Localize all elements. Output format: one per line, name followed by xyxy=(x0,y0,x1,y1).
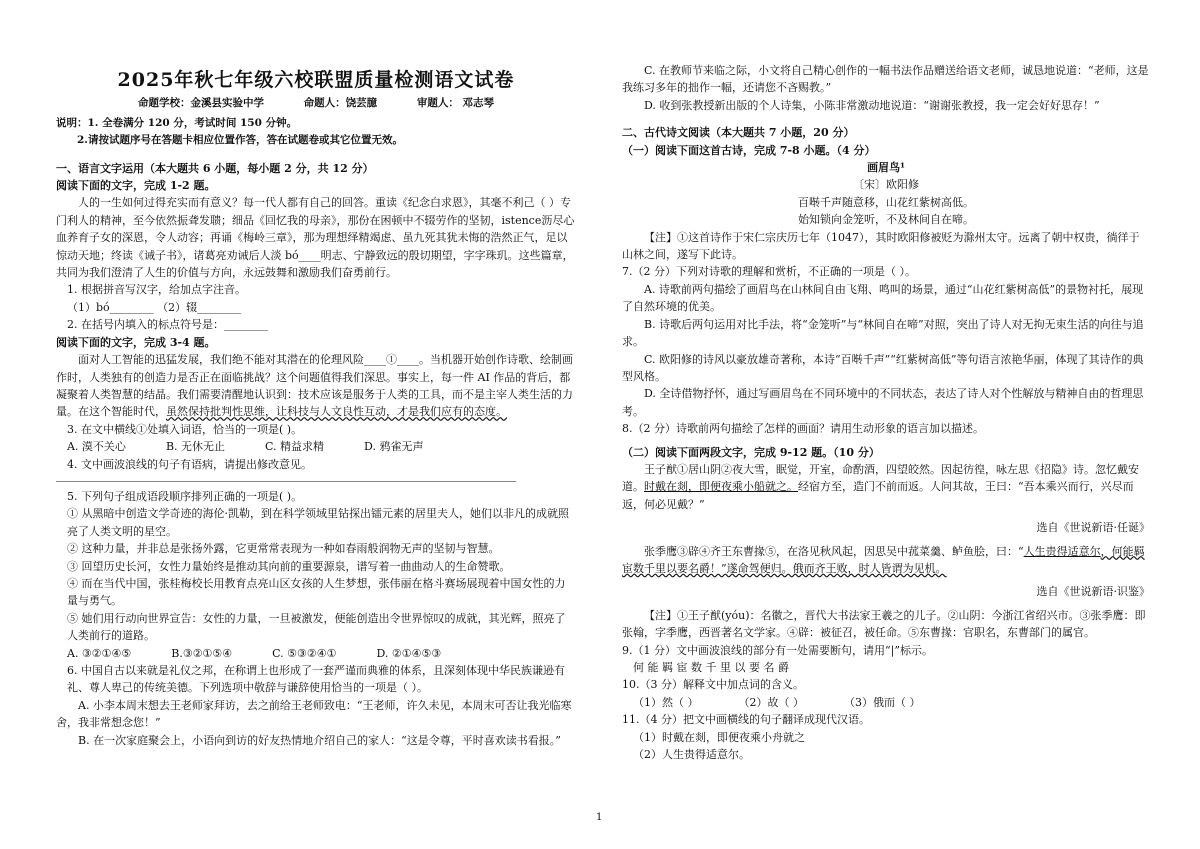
section-heading: 一、语言文字运用（本大题共 6 小题，每小题 2 分，共 12 分） xyxy=(56,161,374,175)
reviewer-label: 审题人： 邓志琴 xyxy=(416,97,494,110)
read-instruction: 阅读下面的文字，完成 3-4 题。 xyxy=(56,335,216,349)
option: A. 漠不关心 xyxy=(67,440,126,454)
text-segment: 张季鹰③辟④齐王东曹掾⑤，在洛见秋风起，因思吴中菰菜羹、鲈鱼脍，曰：“ xyxy=(644,544,1024,558)
poem-title: 画眉鸟¹ xyxy=(867,161,905,175)
answer-line xyxy=(56,481,516,482)
options-row xyxy=(56,438,576,455)
question: 8.（2 分）诗歌前两句描绘了怎样的画面？请用生动形象的语言加以描述。 xyxy=(622,422,984,436)
classical-text xyxy=(622,543,1150,578)
option: D. 收到张教授新出版的个人诗集，小陈非常激动地说道：“谢谢张教授，我一定会好好思存！” xyxy=(644,98,1100,112)
instruction-1: 说明：1. 全卷满分 120 分，考试时间 150 分钟。 xyxy=(56,116,298,129)
exam-title: 2025年秋七年级六校联盟质量检测语文试卷 xyxy=(117,69,515,91)
classical-text xyxy=(622,461,1150,513)
option: B.③②①⑤④ xyxy=(171,646,233,660)
option: D. ②①④⑤③ xyxy=(376,646,442,660)
question: 9.（1 分）文中画波浪线的部分有一处需要断句，请用“|”标示。 xyxy=(622,643,933,657)
punctuation-text: 何 能 羁 宦 数 千 里 以 要 名 爵 xyxy=(633,661,789,674)
passage-text: 面对人工智能的迅猛发展，我们绝不能对其潜在的伦理风险____①____。当机器开始创作诗歌、绘制画作时，人类独有的创造力是否正在面临挑战？这个问题值得我们深思。事实上，每一件 AI 作品的背后，都凝聚着人类智慧的结晶。我们需要清醒地认识到：技术应该是服务于人类的工具，而不是主宰人类生活的力量。在这个智能时代， xyxy=(56,353,573,419)
underlined-sentence: 人生贵得适意尔 xyxy=(1023,544,1101,558)
source-label: 选自《世说新语·任诞》 xyxy=(1036,521,1150,535)
wavy-sentence: ，何能羁宦数千里以要名爵！”遂命驾便归。俄而齐王败，时人皆谓为见机。 xyxy=(622,544,1145,575)
option: B. 无休无止 xyxy=(165,440,226,454)
poem-author: 〔宋〕欧阳修 xyxy=(853,178,919,192)
question: 6. 中国自古以来就是礼仪之邦，在称谓上也形成了一套严谨而典雅的体系，且深刻体现中华民族谦逊有礼、尊人卑己的传统美德。下列选项中敬辞与谦辞使用恰当的一项是（ ）。 xyxy=(67,664,565,695)
option: C. 精益求精 xyxy=(265,440,325,454)
sentence-item: ① 从黑暗中创造文学奇迹的海伦·凯勒，到在科学领域里钻探出镭元素的居里夫人，她们以非凡的成就照亮了人类文明的星空。 xyxy=(67,507,569,538)
sentence-item: ② 这种力量，并非总是张扬外露，它更常常表现为一种如春雨般润物无声的坚韧与智慧。 xyxy=(67,542,500,556)
option: A. 诗歌前两句描绘了画眉鸟在山林间自由飞翔、鸣叫的场景，通过“山花红紫树高低”的景物衬托，展现了自然环境的优美。 xyxy=(622,282,1144,314)
sub-heading: （一）阅读下面这首古诗，完成 7-8 小题。（4 分） xyxy=(622,143,876,157)
passage: 人的一生如何过得充实而有意义？每一代人都有自己的回答。重读《纪念白求恩》，其毫不利己（ ）专门利人的精神，至今依然振聋发聩；细品《回忆我的母亲》，那份在困顿中不辍劳作的坚韧，istence沥尽心血养育子女的深恩，令人动容；再诵《梅岭三章》，那为理想绎精竭虑、虽九死其犹未悔的浩然正气，足以惊动天地；终读《诫子书》，诸葛亮劝诫后人淡 bó____明志、宁静致远的殷切期望，字字珠玑。这些篇章，共同为我们澄清了人生的价值与方向，永远鼓舞和激励我们奋勇前行。 xyxy=(56,196,575,280)
sentence-item: ⑤ 她们用行动向世界宣告：女性的力量，一旦被激发，便能创造出令世界惊叹的成就，其光辉，照亮了人类前行的道路。 xyxy=(67,611,566,643)
option: D. 鸦雀无声 xyxy=(364,440,424,454)
underlined-sentence: 时戴在剡，即便夜乘小船就之。 xyxy=(644,480,798,494)
question-blank: （1）bó________ （2）辍________ xyxy=(67,300,242,314)
exam-meta xyxy=(56,95,576,112)
option: D. 全诗借物抒怀，通过写画眉鸟在不同环境中的不同状态，表达了诗人对个性解放与精神自由的哲理思考。 xyxy=(622,387,1144,418)
section-heading: 二、古代诗文阅读（本大题共 7 小题，20 分） xyxy=(622,126,855,140)
translation-item: （2）人生贵得适意尔。 xyxy=(633,748,750,762)
option: A. 小李本周末想去王老师家拜访，去之前给王老师致电：“王老师，许久未见，本周末可否让我光临寒舍，我非常想念您！” xyxy=(56,698,572,730)
left-column xyxy=(56,62,576,749)
question: 5. 下列句子组成语段顺序排列正确的一项是( )。 xyxy=(67,489,303,503)
option: （2）故（ ） xyxy=(738,695,804,709)
option: B. 诗歌后两句运用对比手法，将“金笼听”与“林间自在啼”对照，突出了诗人对无拘无束生活的向往与追求。 xyxy=(622,317,1144,349)
option: A. ③②①④⑤ xyxy=(67,646,132,660)
page-number: 1 xyxy=(596,812,603,823)
option: （1）然（ ） xyxy=(633,695,699,709)
text-segment: 王子猷①居山阴②夜大雪，眠觉，开室，命酌酒，四望皎然。因起彷徨，咏左思《招隐》诗。忽忆戴安道。 xyxy=(622,462,1139,494)
passage xyxy=(56,351,576,421)
options-row xyxy=(622,694,1150,711)
poem-note: 【注】①这首诗作于宋仁宗庆历七年（1047），其时欧阳修被贬为滁州太守。远离了朝中权贵，徜徉于山林之间，遂写下此诗。 xyxy=(622,230,1140,262)
option: C. 在教师节来临之际，小文将自己精心创作的一幅书法作品赠送给语文老师，诚恳地说道：“老师，这是我练习多年的拙作一幅，还请您不吝赐教。” xyxy=(622,64,1149,95)
question: 2. 在括号内填入的标点符号是：________ xyxy=(67,318,268,332)
text-segment: 经宿方至，造门不前而返。人问其故，王曰：“吾本乘兴而行，兴尽而返，何必见戴？” xyxy=(622,480,1134,511)
question: 10.（3 分）解释文中加点词的含义。 xyxy=(622,678,804,692)
sentence-item: ④ 而在当代中国，张桂梅校长用教育点亮山区女孩的人生梦想，张伟丽在格斗赛场展现着中国女性的力量与勇气。 xyxy=(67,576,566,608)
question: 11.（4 分）把文中画横线的句子翻译成现代汉语。 xyxy=(622,713,870,727)
question: 1. 根据拼音写汉字，给加点字注音。 xyxy=(67,283,246,297)
question: 7.（2 分）下列对诗歌的理解和赏析，不正确的一项是（ ）。 xyxy=(622,265,916,279)
poem-line: 百啭千声随意移，山花红紫树高低。 xyxy=(798,195,974,209)
source-label: 选自《世说新语·识鉴》 xyxy=(1036,585,1150,599)
annotation: 【注】①王子猷(yóu)：名徽之，晋代大书法家王羲之的儿子。②山阴：今浙江省绍兴市。③张季鹰：即张翰，字季鹰，西晋著名文学家。④辟：被征召，被任命。⑤东曹掾：官职名，东曹部门的属官。 xyxy=(622,608,1146,640)
poem-line: 始知锁向金笼听，不及林间自在啼。 xyxy=(798,213,974,227)
instruction-2: 2.请按试题序号在答题卡相应位置作答，答在试题卷或其它位置无效。 xyxy=(77,134,403,147)
translation-item: （1）时戴在剡，即便夜乘小舟就之 xyxy=(633,730,805,744)
sentence-item: ③ 回望历史长河，女性力量始终是推动其向前的重要源泉，谱写着一曲曲动人的生命赞歌。 xyxy=(67,559,511,573)
question: 4. 文中画波浪线的句子有语病，请提出修改意见。 xyxy=(67,457,312,471)
author-label: 命题人：饶芸臆 xyxy=(303,97,378,110)
options-row xyxy=(56,645,576,662)
option: C. ⑤③②④① xyxy=(272,646,337,660)
right-column xyxy=(622,62,1150,763)
option: B. 在一次家庭聚会上，小语向到访的好友热情地介绍自己的家人：“这是令尊，平时喜欢读书看报。” xyxy=(78,733,561,747)
wavy-sentence: 虽然保持批判性思维，让科技与人文良性互动，才是我们应有的态度。 xyxy=(166,405,507,419)
sub-heading: （二）阅读下面两段文字，完成 9-12 题。（10 分） xyxy=(622,445,880,459)
school-label: 命题学校：金溪县实验中学 xyxy=(138,97,265,110)
read-instruction: 阅读下面的文字，完成 1-2 题。 xyxy=(56,179,216,193)
option: C. 欧阳修的诗风以豪放雄奇著称，本诗“百啭千声”“红紫树高低”等句语言浓艳华丽，体现了其诗作的典型风格。 xyxy=(622,352,1144,383)
question: 3. 在文中横线①处填入词语，恰当的一项是( )。 xyxy=(67,422,303,436)
option: （3）俄而（ ） xyxy=(844,695,921,709)
